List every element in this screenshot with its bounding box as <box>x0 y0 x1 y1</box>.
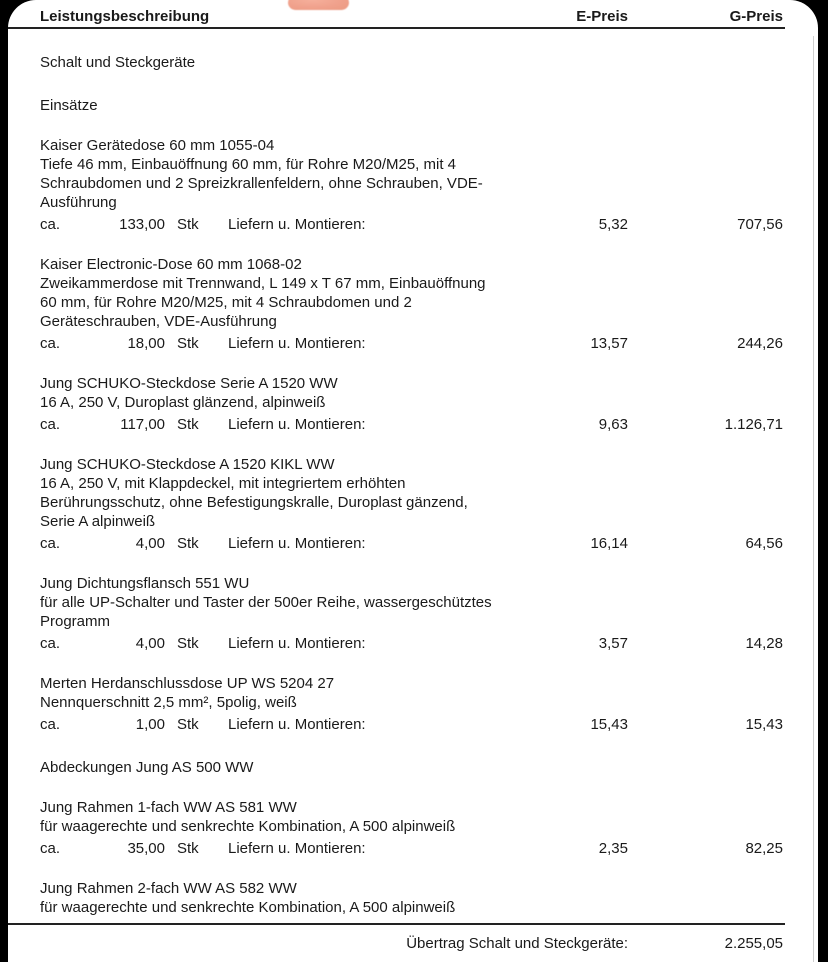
header-gprice-label: G-Preis <box>729 8 783 25</box>
item-description-line: für alle UP-Schalter und Taster der 500er Reihe, wassergeschütztes <box>40 594 492 611</box>
line-item <box>40 255 783 353</box>
line-item <box>40 136 783 234</box>
item-description <box>40 817 783 836</box>
item-quantity: 133,00 <box>119 216 165 233</box>
item-description-line: Ausführung <box>40 194 117 211</box>
section-heading: Schalt und Steckgeräte <box>40 54 196 71</box>
item-description-line: Programm <box>40 613 111 630</box>
qty-prefix: ca. <box>40 716 61 733</box>
item-gprice: 82,25 <box>745 840 783 857</box>
item-quantity: 4,00 <box>135 535 165 552</box>
qty-prefix: ca. <box>40 840 61 857</box>
qty-prefix: ca. <box>40 535 61 552</box>
header-rule-right <box>639 27 785 29</box>
item-gprice: 244,26 <box>737 335 783 352</box>
item-title: Kaiser Electronic-Dose 60 mm 1068-02 <box>40 256 302 273</box>
item-quantity: 35,00 <box>127 840 165 857</box>
item-description-line: 60 mm, für Rohre M20/M25, mit 4 Schraubdomen und 2 <box>40 294 412 311</box>
item-action-label: Liefern u. Montieren: <box>228 216 366 233</box>
item-description <box>40 155 783 212</box>
item-eprice: 5,32 <box>598 216 628 233</box>
qty-prefix: ca. <box>40 635 61 652</box>
item-eprice: 2,35 <box>598 840 628 857</box>
item-description-line: Serie A alpinweiß <box>40 513 156 530</box>
item-description-line: 16 A, 250 V, mit Klappdeckel, mit integriertem erhöhten <box>40 475 406 492</box>
table-header <box>40 7 783 26</box>
item-title: Kaiser Gerätedose 60 mm 1055-04 <box>40 137 275 154</box>
item-quantity: 4,00 <box>135 635 165 652</box>
item-gprice: 15,43 <box>745 716 783 733</box>
carryover-label: Übertrag Schalt und Steckgeräte: <box>406 935 628 952</box>
item-unit: Stk <box>177 335 199 352</box>
footer-rule <box>40 923 783 925</box>
item-description <box>40 898 783 917</box>
qty-prefix: ca. <box>40 416 61 433</box>
line-item <box>40 374 783 434</box>
line-item <box>40 798 783 858</box>
document-page <box>8 0 818 962</box>
item-gprice: 1.126,71 <box>724 416 783 433</box>
item-description-line: Zweikammerdose mit Trennwand, L 149 x T 67 mm, Einbauöffnung <box>40 275 486 292</box>
item-description-line: für waagerechte und senkrechte Kombination, A 500 alpinweiß <box>40 899 456 916</box>
footer-rule-right <box>639 923 785 925</box>
item-quantity: 117,00 <box>120 416 165 433</box>
qty-prefix: ca. <box>40 216 61 233</box>
item-price-row <box>40 334 783 353</box>
item-description-line: für waagerechte und senkrechte Kombination, A 500 alpinweiß <box>40 818 456 835</box>
header-description-label: Leistungsbeschreibung <box>40 8 210 25</box>
item-action-label: Liefern u. Montieren: <box>228 635 366 652</box>
item-unit: Stk <box>177 716 199 733</box>
item-description <box>40 693 783 712</box>
section-heading: Einsätze <box>40 97 98 114</box>
item-title: Jung Dichtungsflansch 551 WU <box>40 575 250 592</box>
item-gprice: 14,28 <box>745 635 783 652</box>
carryover-row <box>40 934 783 953</box>
item-action-label: Liefern u. Montieren: <box>228 716 366 733</box>
item-action-label: Liefern u. Montieren: <box>228 335 366 352</box>
item-title: Jung Rahmen 1-fach WW AS 581 WW <box>40 799 297 816</box>
item-title: Jung SCHUKO-Steckdose A 1520 KIKL WW <box>40 456 335 473</box>
item-description-line: Geräteschrauben, VDE-Ausführung <box>40 313 277 330</box>
item-eprice: 13,57 <box>590 335 628 352</box>
document-body <box>40 53 783 917</box>
item-description-line: Berührungsschutz, ohne Befestigungskralle, Duroplast gänzend, <box>40 494 468 511</box>
item-unit: Stk <box>177 535 199 552</box>
item-title: Jung Rahmen 2-fach WW AS 582 WW <box>40 880 297 897</box>
item-gprice: 64,56 <box>745 535 783 552</box>
item-unit: Stk <box>177 216 199 233</box>
item-description <box>40 474 783 531</box>
item-unit: Stk <box>177 416 199 433</box>
item-action-label: Liefern u. Montieren: <box>228 535 366 552</box>
item-eprice: 15,43 <box>590 716 628 733</box>
header-rule <box>40 27 783 29</box>
item-quantity: 1,00 <box>135 716 165 733</box>
item-gprice: 707,56 <box>737 216 783 233</box>
section-heading: Abdeckungen Jung AS 500 WW <box>40 759 254 776</box>
item-eprice: 3,57 <box>598 635 628 652</box>
qty-prefix: ca. <box>40 335 61 352</box>
item-description-line: Nennquerschnitt 2,5 mm², 5polig, weiß <box>40 694 297 711</box>
item-price-row <box>40 534 783 553</box>
line-item <box>40 879 783 917</box>
document-content <box>8 0 818 953</box>
line-item <box>40 674 783 734</box>
item-price-row <box>40 415 783 434</box>
item-action-label: Liefern u. Montieren: <box>228 416 366 433</box>
item-description <box>40 593 783 631</box>
item-unit: Stk <box>177 635 199 652</box>
item-price-row <box>40 215 783 234</box>
header-rule-left <box>8 27 659 29</box>
item-description <box>40 393 783 412</box>
carryover-value: 2.255,05 <box>724 935 783 952</box>
item-action-label: Liefern u. Montieren: <box>228 840 366 857</box>
item-description-line: Tiefe 46 mm, Einbauöffnung 60 mm, für Rohre M20/M25, mit 4 <box>40 156 457 173</box>
item-price-row <box>40 715 783 734</box>
item-eprice: 9,63 <box>598 416 628 433</box>
item-eprice: 16,14 <box>590 535 628 552</box>
item-price-row <box>40 634 783 653</box>
item-unit: Stk <box>177 840 199 857</box>
item-price-row <box>40 839 783 858</box>
item-quantity: 18,00 <box>127 335 165 352</box>
item-title: Jung SCHUKO-Steckdose Serie A 1520 WW <box>40 375 338 392</box>
line-item <box>40 574 783 653</box>
item-title: Merten Herdanschlussdose UP WS 5204 27 <box>40 675 335 692</box>
item-description <box>40 274 783 331</box>
item-description-line: Schraubdomen und 2 Spreizkrallenfeldern, ohne Schrauben, VDE- <box>40 175 483 192</box>
header-eprice-label: E-Preis <box>576 8 628 25</box>
item-description-line: 16 A, 250 V, Duroplast glänzend, alpinweiß <box>40 394 326 411</box>
footer-rule-left <box>8 923 659 925</box>
line-item <box>40 455 783 553</box>
